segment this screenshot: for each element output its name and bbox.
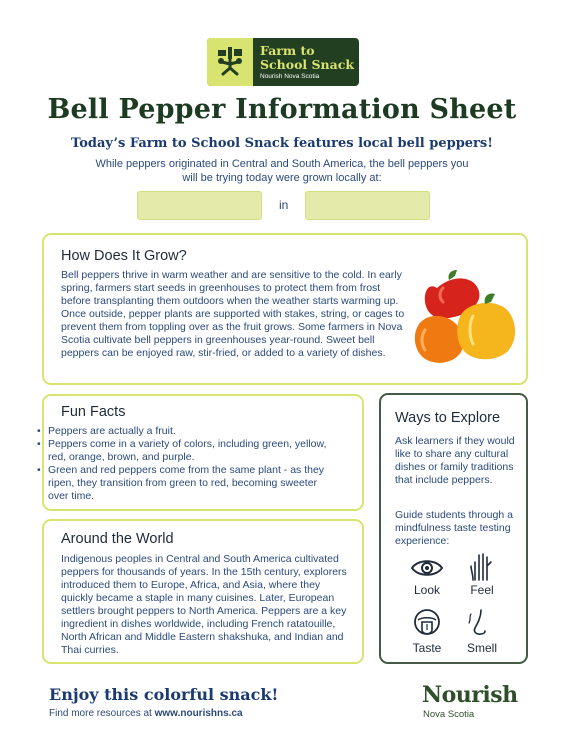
footer-headline: Enjoy this colorful snack! bbox=[49, 685, 279, 704]
ways-paragraph-2: Guide students through a mindfulness taste testing experience: bbox=[395, 509, 513, 547]
logo-tagline: Nourish Nova Scotia bbox=[260, 73, 320, 80]
sense-label-smell: Smell bbox=[466, 641, 497, 655]
ways-to-explore-card bbox=[379, 393, 528, 664]
resources-link[interactable]: www.nourishns.ca bbox=[154, 708, 243, 719]
logo-line1: Farm to bbox=[260, 43, 315, 58]
page-subtitle: Today’s Farm to School Snack features local bell peppers! bbox=[71, 136, 493, 151]
ways-paragraph-1: Ask learners if they would like to share any cultural dishes or family traditions that include peppers. bbox=[395, 435, 515, 486]
around-world-body: Indigenous peoples in Central and South America cultivated peppers for thousands of years. In the 15th century, explorers introduced them to Europe, Africa, and Asia, where they quickly became a staple in many cuisines. Later, European settlers brought peppers to North America. Peppers are a key ingredient in dishes worldwide, including French ratatouille, North African and Middle Eastern shakshuka, and Indian and Thai curries. bbox=[61, 553, 347, 656]
logo-line2: School Snack bbox=[260, 57, 354, 72]
nose-icon bbox=[457, 608, 507, 645]
fun-facts-heading: Fun Facts bbox=[61, 404, 126, 420]
list-item: • Green and red peppers come from the same plant - as they ripen, they transition from green to red, becoming sweeter over time. bbox=[34, 464, 338, 503]
around-world-card bbox=[42, 519, 364, 664]
page-title: Bell Pepper Information Sheet bbox=[47, 94, 517, 125]
nourish-logo-subtitle: Nova Scotia bbox=[423, 709, 475, 720]
hand-icon bbox=[457, 550, 507, 587]
intro-text: While peppers originated in Central and South America, the bell peppers you will be trying today were grown locally at: bbox=[95, 158, 469, 184]
sense-label-feel: Feel bbox=[470, 583, 494, 597]
eye-icon bbox=[402, 555, 452, 586]
footer-resources bbox=[49, 708, 243, 719]
sense-label-taste: Taste bbox=[412, 641, 442, 655]
location-field[interactable] bbox=[305, 191, 430, 220]
bell-peppers-image bbox=[411, 266, 521, 366]
farm-name-field[interactable] bbox=[137, 191, 262, 220]
resources-prefix: Find more resources at bbox=[49, 708, 155, 719]
ways-heading: Ways to Explore bbox=[395, 410, 501, 426]
nourish-logo: Nourish bbox=[422, 682, 518, 708]
in-connector: in bbox=[279, 198, 289, 212]
list-item: • Peppers are actually a fruit. bbox=[34, 425, 338, 438]
around-world-heading: Around the World bbox=[61, 531, 174, 547]
sense-label-look: Look bbox=[413, 583, 441, 597]
farm-tools-icon bbox=[207, 38, 253, 86]
grow-body: Bell peppers thrive in warm weather and are sensitive to the cold. In early spring, farmers start seeds in greenhouses to protect them from frost before transplanting them outdoors when the weather starts warming up. Once outside, pepper plants are supported with stakes, string, or cages to prevent them from toppling over as the fruit grows. Some farmers in Nova Scotia cultivate bell peppers in greenhouses year-round. Sweet bell peppers can be enjoyed raw, stir-fried, or added to a variety of dishes. bbox=[61, 269, 405, 359]
grow-heading: How Does It Grow? bbox=[61, 248, 187, 264]
tongue-icon bbox=[402, 608, 452, 645]
list-item: • Peppers come in a variety of colors, including green, yellow, red, orange, brown, and purple. bbox=[34, 438, 338, 464]
farm-to-school-logo bbox=[207, 38, 359, 86]
fun-facts-list bbox=[34, 425, 338, 503]
